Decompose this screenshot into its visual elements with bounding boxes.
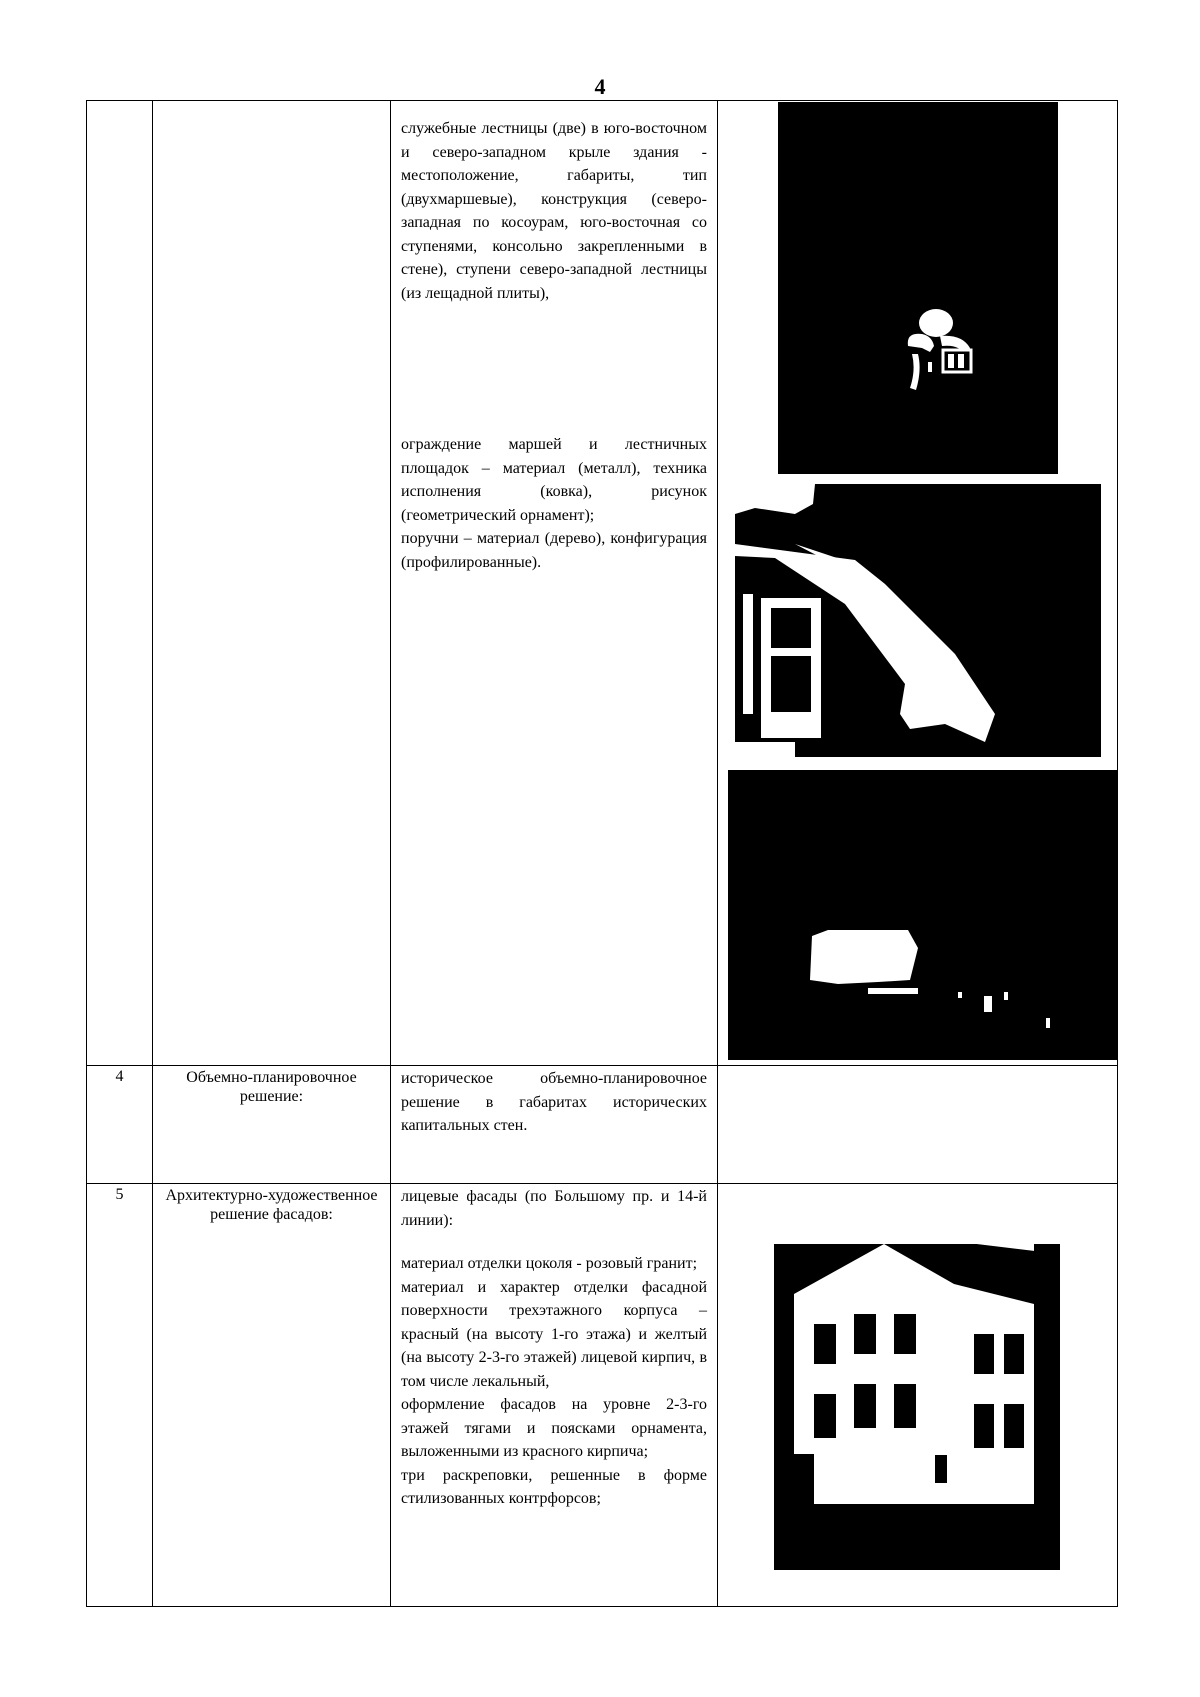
text-paragraph: лицевые фасады (по Большому пр. и 14-й линии): xyxy=(401,1188,707,1229)
text-paragraph: ограждение маршей и лестничных площадок – материал (металл), техника исполнения (ковка), рисунок (геометрический орнамент); xyxy=(401,436,707,524)
dark-interior-photo xyxy=(728,770,1117,1060)
lantern-photo xyxy=(778,102,1058,474)
text-paragraph: служебные лестницы (две) в юго-восточном и северо-западном крыле здания - местоположение, габариты, тип (двухмаршевые), конструкция (северо-западная по косоурам, юго-восточная со ступенями, консольно закрепленными в стене), ступени северо-западной лестницы (из лещадной плиты), xyxy=(401,120,707,302)
table-row xyxy=(87,1066,1118,1184)
text-paragraph: материал и характер отделки фасадной поверхности трехэтажного корпуса – красный (на высоту 1-го этажа) и желтый (на высоту 2-3-го этажей) лицевой кирпич, в том числе лекальный, xyxy=(401,1278,707,1390)
text-paragraph: историческое объемно-планировочное решение в габаритах исторических капитальных стен. xyxy=(401,1070,707,1134)
text-paragraph: материал отделки цоколя - розовый гранит; xyxy=(401,1255,698,1272)
text-paragraph: оформление фасадов на уровне 2-3-го этажей тягами и поясками орнамента, выложенными из красного кирпича; xyxy=(401,1396,707,1460)
row-number-cell: 4 xyxy=(87,1066,153,1184)
row-text-cell xyxy=(391,1184,718,1607)
row-name-cell: Объемно-планировочное решение: xyxy=(153,1066,391,1184)
row-name-cell: Архитектурно-художественное решение фасадов: xyxy=(153,1184,391,1607)
row-number-cell: 5 xyxy=(87,1184,153,1607)
row-text-cell xyxy=(391,101,718,1066)
row-text-cell xyxy=(391,1066,718,1184)
building-facade-photo xyxy=(774,1204,1060,1570)
row-image-cell xyxy=(718,1066,1118,1184)
row-number-cell xyxy=(87,101,153,1066)
page-number: 4 xyxy=(594,74,606,99)
staircase-window-photo xyxy=(735,484,1101,757)
text-paragraph: поручни – материал (дерево), конфигурация (профилированные). xyxy=(401,530,707,571)
text-paragraph: три раскреповки, решенные в форме стилизованных контрфорсов; xyxy=(401,1466,707,1507)
row-name-cell xyxy=(153,101,391,1066)
